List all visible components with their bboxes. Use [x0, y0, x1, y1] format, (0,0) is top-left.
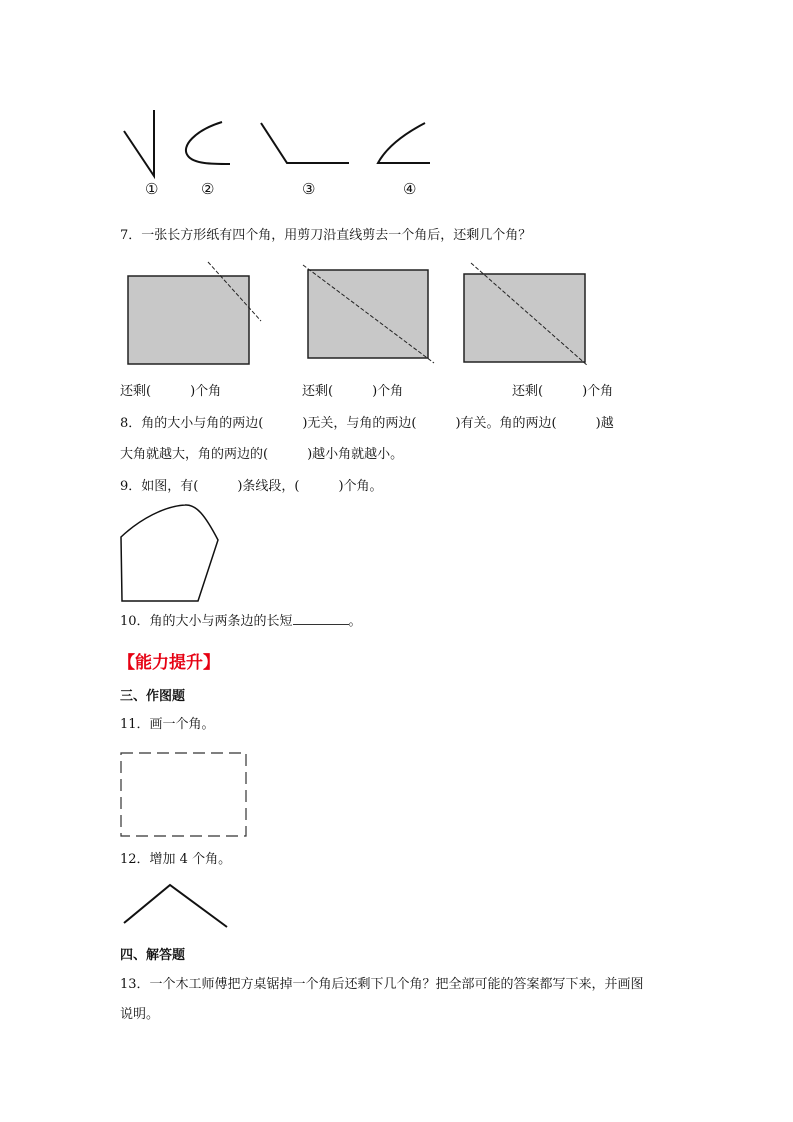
section-4-title: 四、解答题: [120, 948, 186, 963]
figure-2-curve: [186, 122, 230, 164]
question-10-prompt: [120, 612, 362, 631]
remaining-answer-1: 还剩( )个角: [120, 384, 222, 399]
figure-label-1: ①: [145, 180, 159, 198]
figure-3-angle: [261, 123, 349, 163]
question-10-text: 10．角的大小与两条边的长短: [120, 614, 293, 629]
pentagon-figure: [0, 495, 793, 610]
figure-4-curve: [378, 123, 430, 163]
question-13-line-1: 13．一个木工师傅把方桌锯掉一个角后还剩下几个角？把全部可能的答案都写下来，并画图: [120, 977, 644, 992]
remaining-answer-3: 还剩( )个角: [512, 384, 614, 399]
paper-2: [303, 265, 434, 363]
figure-1-angle: [124, 110, 154, 176]
question-8-line-2: 大角就越大，角的两边的( )越小角就越小。: [120, 447, 404, 462]
drawing-box: [0, 745, 793, 845]
question-13-line-2: 说明。: [120, 1007, 160, 1022]
remaining-answer-2: 还剩( )个角: [302, 384, 404, 399]
angle-figure-q12: [0, 875, 793, 935]
question-10-end: 。: [348, 614, 362, 629]
section-3-title: 三、作图题: [120, 689, 186, 704]
paper-3: [464, 263, 588, 366]
question-11-prompt: 11．画一个角。: [120, 717, 215, 732]
paper-1: [128, 262, 261, 364]
cut-paper-figures: [0, 250, 793, 380]
angle-figures: [0, 0, 793, 210]
figure-label-4: ④: [403, 180, 417, 198]
question-9-prompt: 9．如图，有( )条线段，( )个角。: [120, 479, 383, 494]
figure-label-2: ②: [201, 180, 215, 198]
question-8-line-1: 8．角的大小与角的两边( )无关，与角的两边( )有关。角的两边( )越: [120, 416, 614, 431]
answer-blank: [293, 612, 349, 625]
question-7-prompt: 7．一张长方形纸有四个角，用剪刀沿直线剪去一个角后，还剩几个角？: [120, 228, 532, 243]
question-12-prompt: 12．增加 4 个角。: [120, 852, 232, 867]
figure-label-3: ③: [302, 180, 316, 198]
ability-heading: 【能力提升】: [118, 653, 220, 673]
